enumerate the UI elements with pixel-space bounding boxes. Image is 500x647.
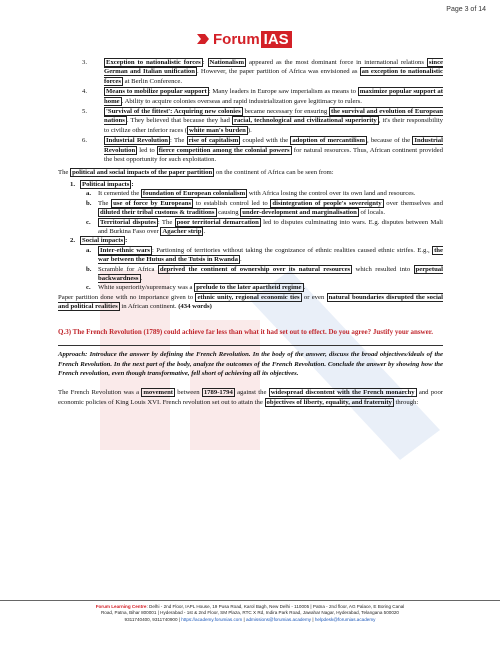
text-run: The French Revolution was a	[58, 389, 142, 397]
text-run: It cemented the	[98, 190, 141, 198]
boxed-keyword: Inter-ethnic wars	[100, 246, 151, 254]
boxed-keyword: Agacher strip	[162, 227, 202, 235]
impact-number: 2.	[70, 237, 76, 245]
impact-item	[58, 189, 443, 198]
reason-number: 5.	[82, 108, 88, 116]
text-run: : Partioning of territories without taking the cognizance of ethnic realities caused ethnic strifes. E.g.,	[152, 246, 433, 254]
text-run: , because of the	[366, 137, 413, 145]
text-run: or even	[301, 293, 327, 301]
text-run: against the	[234, 389, 269, 397]
social-impacts-list	[58, 246, 443, 293]
political-impacts-list	[58, 189, 443, 236]
boxed-keyword: Exception to nationalistic forces	[106, 59, 201, 66]
impact-text	[98, 265, 443, 283]
text-run: , it's their responsibility to civilize other inferior races (	[104, 117, 444, 134]
text-run: ).	[247, 126, 252, 134]
forumias-logo-icon	[196, 32, 210, 46]
text-run: The	[98, 199, 112, 207]
footer-phone: 9311740400, 9311740900	[124, 616, 178, 622]
text-run: coupled with the	[240, 137, 291, 145]
text-run: The	[58, 169, 71, 177]
boxed-keyword: use of force by Europeans	[113, 199, 192, 207]
heading-colon: :	[125, 237, 128, 245]
boxed-keyword: diluted their tribal customs & traditions	[100, 209, 215, 217]
text-run: : The	[170, 137, 187, 145]
impact-text	[98, 283, 305, 292]
divider	[58, 345, 443, 346]
approach-text: Approach: Introduce the answer by defining the French Revolution. In the body of the answer, discuss the broad objectives/ideals of the French Revolution. In the next part of the body, analyze the outcomes of the French Revolution. Conclude the answer by showing how the French revolution, even though transformative, fell short of achieving all its objectives.	[58, 351, 443, 377]
boxed-keyword: prelude to the later apartheid regime	[196, 284, 302, 292]
boxed-keyword: fierce competition among the colonial powers	[158, 146, 290, 154]
boxed-keyword: racial, technological and civilizational superiority	[233, 117, 377, 125]
footer-link-helpdesk[interactable]: helpdesk@forumias.academy	[314, 616, 376, 622]
boxed-keyword: political and social impacts of the paper partition	[72, 169, 213, 177]
boxed-keyword: the survival and evolution of European nations	[104, 108, 443, 125]
reason-item	[58, 107, 443, 135]
text-run: .	[140, 274, 143, 282]
footer-link-admissions[interactable]: admissions@forumias.academy	[245, 616, 312, 622]
page-number: Page 3 of 14	[446, 6, 486, 13]
impact-item	[58, 246, 443, 265]
boxed-keyword: rise of capitalism	[188, 137, 239, 145]
footer-brand: Forum Learning Centre	[95, 604, 147, 609]
boxed-keyword: movement	[143, 389, 174, 397]
text-run: . However, the paper partition of Africa was envisioned as	[197, 68, 360, 76]
impact-item	[58, 218, 443, 237]
impacts-list	[58, 180, 443, 293]
boxed-keyword: the war between the Hutus and the Tutsis in Rwanda	[98, 246, 443, 264]
boxed-keyword: 1789-1794	[203, 389, 233, 397]
text-run: .	[239, 256, 242, 264]
impact-letter: a.	[86, 190, 92, 198]
heading-colon: :	[131, 180, 134, 188]
reason-text	[104, 87, 443, 105]
text-run: to establish control led to	[193, 199, 271, 207]
political-impacts	[58, 180, 443, 236]
text-run: causing	[216, 209, 241, 217]
boxed-keyword: white man's burden	[189, 126, 246, 134]
reason-number: 3.	[82, 59, 88, 66]
text-run: . Ability to acquire colonies overseas and rapid industrialization gave legitimacy to rulers.	[121, 97, 362, 105]
text-run: : The	[157, 218, 175, 226]
text-run: Scramble for Africa	[98, 265, 158, 273]
answer-intro	[58, 388, 443, 407]
logo-forum-text: Forum	[213, 30, 260, 48]
boxed-keyword: Means to mobilize popular support	[106, 88, 207, 96]
text-run: of locals.	[358, 209, 386, 217]
text-run: between	[175, 389, 202, 397]
boxed-keyword: natural boundaries disrupted the social and political realities	[58, 293, 444, 311]
text-run: : Many leaders in Europe saw imperialism as means to	[208, 88, 358, 96]
reason-item	[58, 58, 443, 86]
impact-letter: c.	[86, 218, 91, 226]
logo-ias-text: IAS	[261, 31, 292, 48]
reason-number: 4.	[82, 88, 88, 96]
impacts-intro	[58, 168, 443, 177]
footer-link-academy[interactable]: https://academy.forumias.com	[181, 616, 243, 622]
boxed-keyword: deprived the continent of ownership over its natural resources	[159, 265, 351, 273]
text-run: on the continent of Africa can be seen from:	[214, 169, 334, 177]
impact-item	[58, 283, 443, 292]
boxed-keyword: 'Survival of the fittest': Acquiring new colonies	[106, 108, 241, 116]
reason-text	[104, 58, 443, 86]
boxed-keyword: disintegration of people's sovereignty	[272, 199, 382, 207]
footer	[0, 600, 500, 623]
bold-text: (434 words)	[178, 303, 212, 311]
question-text: Q.3) The French Revolution (1789) could achieve far less than what it had set out to effect. Do you agree? Justify your answer.	[58, 327, 433, 336]
text-run: Paper partition done with no importance given to	[58, 293, 196, 301]
text-run: :	[202, 59, 208, 66]
text-run: for natural resources. Thus, African continent provided the best opportunity for such exploitation.	[104, 146, 443, 164]
text-run: appeared as the most dominant force in international relations	[246, 59, 427, 66]
text-run: with Africa losing the control over its own land and resources.	[247, 190, 416, 198]
impact-letter: a.	[86, 246, 92, 254]
boxed-keyword: Nationalism	[209, 59, 245, 66]
boxed-keyword: an exception to nationalistic forces	[104, 68, 443, 85]
reason-item	[58, 136, 443, 164]
boxed-keyword: widespread discontent with the French monarchy	[270, 389, 415, 397]
footer-line-3: 9311740400, 9311740900 | https://academy.forumias.com | admissions@forumias.academy | helpdesk@forumias.academy	[124, 616, 376, 622]
text-run: became necessary for ensuring	[242, 108, 330, 116]
boxed-keyword: Industrial Revolution	[106, 137, 169, 145]
text-run: led to	[137, 146, 157, 154]
reason-text	[104, 136, 443, 163]
reason-number: 6.	[82, 137, 88, 145]
text-run: .	[203, 227, 206, 235]
boxed-keyword: poor territorial demarcation	[176, 218, 259, 226]
impact-item	[58, 265, 443, 284]
boxed-keyword: since German and Italian unification	[104, 59, 444, 76]
text-run: led to disputes culminating into wars. E.g. disputes between Mali and Burkina Faso over	[98, 218, 444, 235]
impact-text	[98, 218, 443, 236]
text-run: over themselves and	[383, 199, 443, 207]
boxed-keyword: Industrial Revolution	[104, 137, 443, 154]
text-run: at Berlin Conference.	[122, 77, 183, 85]
footer-address-2: Road, Patna, Bihar 800001 | Hyderabad - 1st & 2nd Floor, SM Plaza, RTC X Rd, Indira Park Road, Jawahar Nagar, Hyderabad, Telangana 500020	[100, 610, 399, 616]
impact-item	[58, 199, 443, 218]
social-impacts-heading: Social impacts	[82, 237, 124, 245]
political-impacts-heading: Political impacts	[82, 180, 130, 188]
impact-number: 1.	[70, 180, 76, 188]
social-impacts	[58, 236, 443, 292]
text-run: which resulted into	[352, 265, 414, 273]
boxed-keyword: maximize popular support at home	[104, 88, 443, 105]
boxed-keyword: ethnic unity, regional economic ties	[197, 293, 300, 301]
boxed-keyword: perpetual backwardness	[98, 265, 444, 282]
reason-text	[104, 107, 443, 135]
boxed-keyword: foundation of European colonialism	[142, 190, 246, 198]
boxed-keyword: objectives of liberty, equality, and fraternity	[266, 398, 392, 406]
text-run: and poor economic policies of King Louis XVI. French revolution set out to attain the	[58, 389, 444, 406]
text-run: White superiority/supremacy was a	[98, 284, 195, 292]
text-run: .	[303, 284, 306, 292]
impact-letter: b.	[86, 199, 92, 207]
document-body	[58, 58, 443, 407]
reason-item	[58, 87, 443, 106]
impact-text	[98, 246, 443, 264]
forumias-logo	[196, 30, 292, 48]
footer-address-1: : Delhi - 2nd Floor, IAPL House, 19 Pusa Road, Karol Bagh, New Delhi - 110005 | Patna - 2nd floor, AG Palace, E Boring Canal	[146, 604, 405, 609]
impact-letter: c.	[86, 284, 91, 292]
reasons-list	[58, 58, 443, 164]
boxed-keyword: Territorial disputes	[100, 218, 156, 226]
text-run: . They believed that because they had	[126, 117, 232, 125]
conclusion-paragraph	[58, 293, 443, 312]
impact-text	[98, 189, 415, 198]
impact-text	[98, 199, 443, 217]
impact-letter: b.	[86, 265, 92, 273]
boxed-keyword: adoption of mercantilism	[292, 137, 365, 145]
text-run: through:	[393, 398, 419, 406]
boxed-keyword: under-development and marginalisation	[242, 209, 357, 217]
text-run: in African continent.	[119, 303, 179, 311]
